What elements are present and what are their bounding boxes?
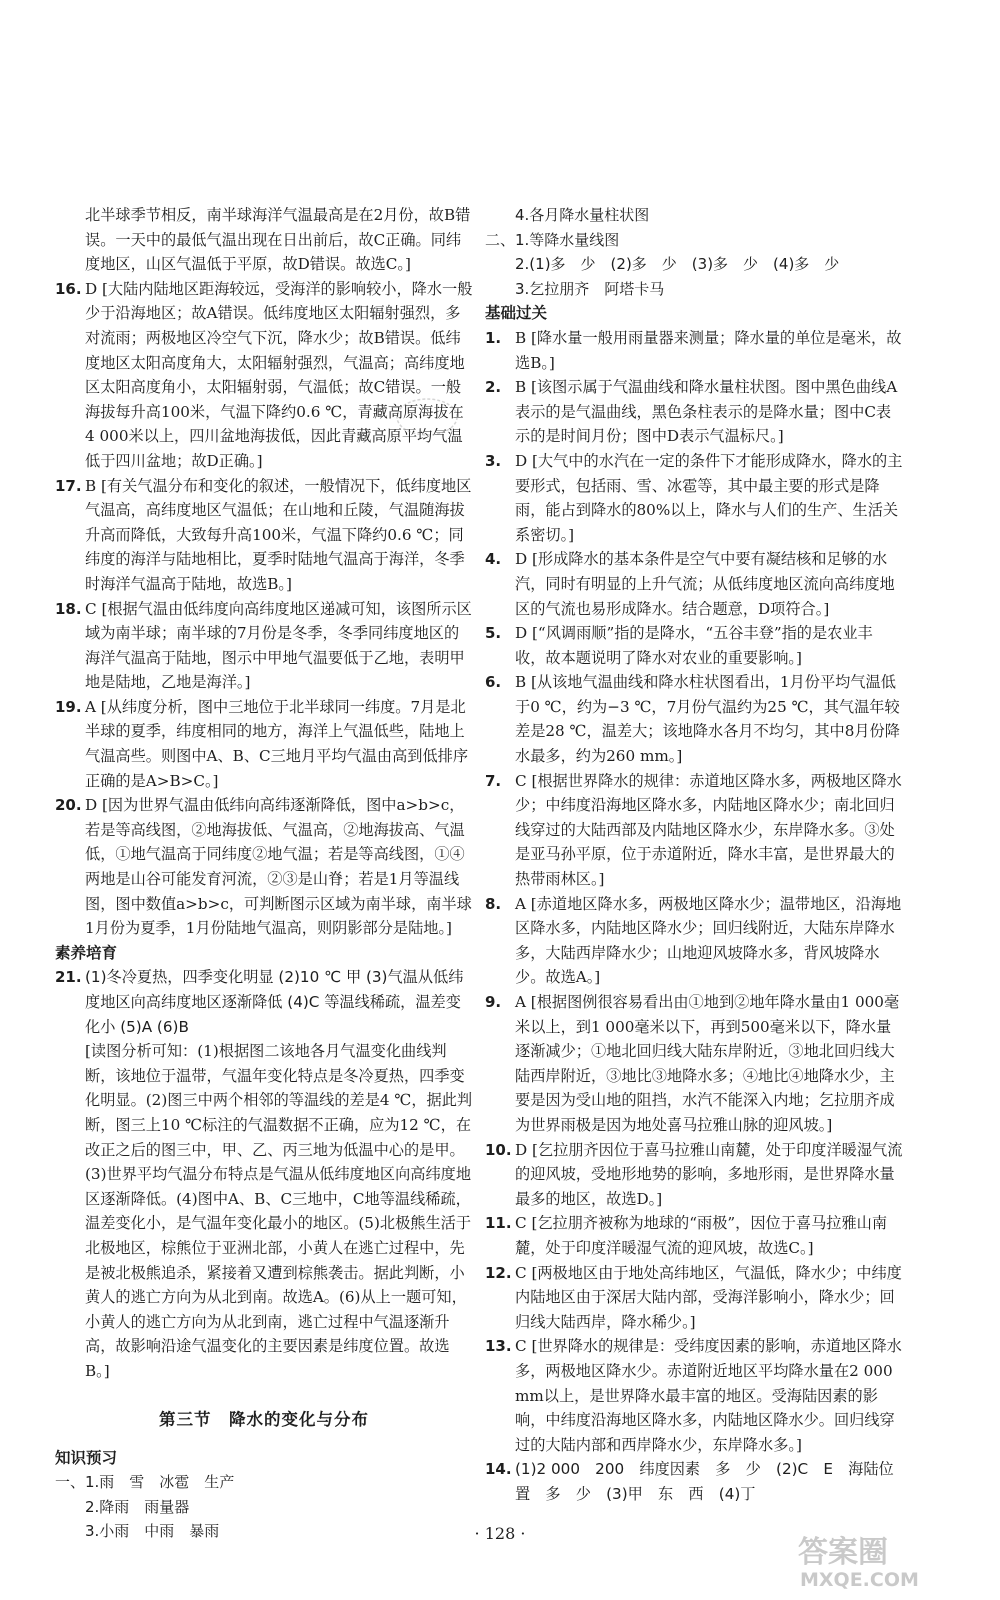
- question-number: 12.: [485, 1263, 512, 1282]
- answer-21-explanation: [读图分析可知：(1)根据图二该地各月气温变化曲线判断，该地位于温带，气温年变化特点是冬冷夏热，四季变化明显。(2)图三中两个相邻的等温线的差是4 ℃，据此判断，图三上10 ℃标注的气温数据不正确，应为12 ℃，在改正之后的图三中，甲、乙、丙三地为低温中心的是甲。(3)世界平均气温分布特点是气温从低纬度地区向高纬度地区逐渐降低。(4)图中A、B、C三地中，C地等温线稀疏，温差变化小，是气温年变化最小的地区。(5)北极熊生活于北极地区，棕熊位于亚洲北部，小黄人在逃亡过程中，先是被北极熊追杀，紧接着又遭到棕熊袭击。据此判断，小黄人的逃亡方向为从北到南。故选A。(6)从上一题可知，小黄人的逃亡方向为从北到南，逃亡过程中气温逐渐升高，故影响沿途气温变化的主要因素是纬度位置。故选B。]: [85, 1042, 473, 1380]
- preview-item-3: 3.小雨 中雨 暴雨: [85, 1522, 220, 1541]
- question-number: 20.: [55, 796, 82, 815]
- answer-19: 19. A [从纬度分析，图中三地位于北半球同一纬度。7月是北半球的夏季，纬度相同的地方，海洋上气温低些，陆地上气温高些。则图中A、B、C三地月平均气温由高到低排序正确的是A>B>C。]: [55, 695, 473, 793]
- answer-21: 21. (1)冬冷夏热，四季变化明显 (2)10 ℃ 甲 (3)气温从低纬度地区向高纬度地区逐渐降低 (4)C 等温线稀疏，温差变化小 (5)A (6)B: [55, 965, 473, 1039]
- question-number: 6.: [485, 673, 502, 692]
- preview-item-7: 3.乞拉朋齐 阿塔卡马: [515, 279, 665, 298]
- section-heading-jichu: 基础过关: [485, 304, 548, 323]
- question-number: 8.: [485, 894, 502, 913]
- watermark-title: 答案圈: [798, 1535, 888, 1570]
- answer-12: 12. C [两极地区由于地处高纬地区，气温低，降水少；中纬度内陆地区由于深居大陆内部，受海洋影响小，降水少；回归线大陆西岸，降水稀少。]: [485, 1261, 903, 1335]
- question-number: 10.: [485, 1140, 512, 1159]
- question-number: 19.: [55, 697, 82, 716]
- page-number: · 128 ·: [474, 1524, 526, 1543]
- preview-item-1: 一、1.雨 雪 冰雹 生产: [55, 1473, 235, 1492]
- question-number: 16.: [55, 279, 82, 298]
- question-number: 1.: [485, 328, 502, 347]
- answer-14: 14. (1)2 000 200 纬度因素 多 少 (2)C E 海陆位置 多 少 (3)甲 东 西 (4)丁: [485, 1457, 903, 1506]
- answer-5: 5. D [“风调雨顺”指的是降水，“五谷丰登”指的是农业丰收，故本题说明了降水对农业的重要影响。]: [485, 621, 903, 670]
- answer-8: 8. A [赤道地区降水多，两极地区降水少；温带地区，沿海地区降水多，内陆地区降水少；回归线附近，大陆东岸降水多，大陆西岸降水少；山地迎风坡降水多，背风坡降水少。故选A。]: [485, 892, 903, 990]
- question-number: 3.: [485, 451, 502, 470]
- question-number: 5.: [485, 624, 502, 643]
- section-heading-zhishi: 知识预习: [55, 1448, 118, 1467]
- answer-17: 17. B [有关气温分布和变化的叙述，一般情况下，低纬度地区气温高，高纬度地区气温低；在山地和丘陵，气温随海拔升高而降低，大致每升高100米，气温下降约0.6 ℃；同纬度的海洋与陆地相比，夏季时陆地气温高于海洋，冬季时海洋气温高于陆地，故选B。]: [55, 474, 473, 597]
- stamp-mark: [392, 392, 462, 442]
- answer-13: 13. C [世界降水的规律是：受纬度因素的影响，赤道地区降水多，两极地区降水少。赤道附近地区平均降水量在2 000 mm以上，是世界降水最丰富的地区。受海陆因素的影响，中纬度沿海地区降水多，内陆地区降水少。回归线穿过的大陆内部和西岸降水少，东岸降水多。]: [485, 1334, 903, 1457]
- preview-item-6: 2.(1)多 少 (2)多 少 (3)多 少 (4)多 少: [515, 255, 840, 274]
- preview-item-2: 2.降雨 雨量器: [85, 1497, 190, 1516]
- answer-1: 1. B [降水量一般用雨量器来测量；降水量的单位是毫米，故选B。]: [485, 326, 903, 375]
- question-number: 21.: [55, 968, 82, 987]
- answer-10: 10. D [乞拉朋齐因位于喜马拉雅山南麓，处于印度洋暖湿气流的迎风坡，受地形地势的影响，多地形雨，是世界降水量最多的地区，故选D。]: [485, 1138, 903, 1212]
- question-number: 2.: [485, 378, 502, 397]
- question-number: 11.: [485, 1214, 512, 1233]
- answer-2: 2. B [该图示属于气温曲线和降水量柱状图。图中黑色曲线A表示的是气温曲线，黑色条柱表示的是降水量；图中C表示的是时间月份；图中D表示气温标尺。]: [485, 375, 903, 449]
- question-number: 18.: [55, 599, 82, 618]
- question-number: 9.: [485, 993, 502, 1011]
- answer-7: 7. C [根据世界降水的规律：赤道地区降水多，两极地区降水少；中纬度沿海地区降水多，内陆地区降水少；南北回归线穿过的大陆西部及内陆地区降水少，东岸降水多。③处是亚马孙平原，位于赤道附近，降水丰富，是世界最大的热带雨林区。]: [485, 769, 903, 892]
- answer-3: 3. D [大气中的水汽在一定的条件下才能形成降水，降水的主要形式，包括雨、雪、冰雹等，其中最主要的形式是降雨，能占到降水的80%以上，降水与人们的生产、生活关系密切。]: [485, 449, 903, 547]
- watermark-logo: [792, 1530, 982, 1592]
- watermark-url: MXQE.COM: [800, 1569, 919, 1591]
- answer-11: 11. C [乞拉朋齐被称为地球的“雨极”，因位于喜马拉雅山南麓，处于印度洋暖湿气流的迎风坡，故选C。]: [485, 1211, 903, 1260]
- question-number: 7.: [485, 771, 502, 790]
- preview-item-5: 二、1.等降水量线图: [485, 230, 620, 249]
- section-title: 第三节 降水的变化与分布: [159, 1409, 369, 1429]
- question-number: 14.: [485, 1460, 512, 1479]
- answer-16: 16. D [大陆内陆地区距海较远，受海洋的影响较小，降水一般少于沿海地区；故A错误。低纬度地区太阳辐射强烈，多对流雨；两极地区冷空气下沉，降水少；故B错误。低纬度地区太阳高度角大，太阳辐射强烈，气温高；高纬度地区太阳高度角小，太阳辐射弱，气温低；故C错误。一般海拔每升高100米，气温下降约0.6 ℃，青藏高原海拔在4 000米以上，四川盆地海拔低，因此青藏高原平均气温低于四川盆地；故D正确。]: [55, 277, 473, 474]
- question-number: 4.: [485, 550, 502, 569]
- answer-9: 9. A [根据图例很容易看出由①地到②地年降水量由1 000毫米以上，到1 000毫米以下，再到500毫米以下，降水量逐渐减少；①地北回归线大陆东岸附近，③地北回归线大陆西岸附近，③地比③地降水多；④地比④地降水少，主要是因为受山地的阻挡，水汽不能深入内地；乞拉朋齐成为世界雨极是因为地处喜马拉雅山脉的迎风坡。]: [485, 990, 903, 1138]
- right-column: [485, 203, 903, 1506]
- section-heading-suyang: 素养培育: [55, 943, 118, 962]
- answer-continuation: 北半球季节相反，南半球海洋气温最高是在2月份，故B错误。一天中的最低气温出现在日出前后，故C正确。同纬度地区，山区气温低于平原，故D错误。故选C。]: [85, 206, 471, 274]
- answer-4: 4. D [形成降水的基本条件是空气中要有凝结核和足够的水汽，同时有明显的上升气流；从低纬度地区流向高纬度地区的气流也易形成降水。结合题意，D项符合。]: [485, 547, 903, 621]
- answer-18: 18. C [根据气温由低纬度向高纬度地区递减可知，该图所示区域为南半球；南半球的7月份是冬季，冬季同纬度地区的海洋气温高于陆地，图示中甲地气温要低于乙地，表明甲地是陆地，乙地是海洋。]: [55, 597, 473, 695]
- question-number: 13.: [485, 1337, 512, 1356]
- preview-item-4: 4.各月降水量柱状图: [515, 206, 650, 224]
- question-number: 17.: [55, 476, 82, 495]
- answer-6: 6. B [从该地气温曲线和降水柱状图看出，1月份平均气温低于0 ℃，约为−3 ℃，7月份气温约为25 ℃，其气温年较差是28 ℃，温差大；该地降水各月不均匀，其中8月份降水最多，约为260 mm。]: [485, 670, 903, 768]
- answer-20: 20. D [因为世界气温由低纬向高纬逐渐降低，图中a>b>c，若是等高线图，②地海拔低、气温高，②地海拔高、气温低，①地气温高于同纬度②地气温；若是等高线图，①④两地是山谷可能发育河流，②③是山脊；若是1月等温线图，图中数值a>b>c，可判断图示区域为南半球，南半球1月份为夏季，1月份陆地气温高，则阴影部分是陆地。]: [55, 793, 473, 941]
